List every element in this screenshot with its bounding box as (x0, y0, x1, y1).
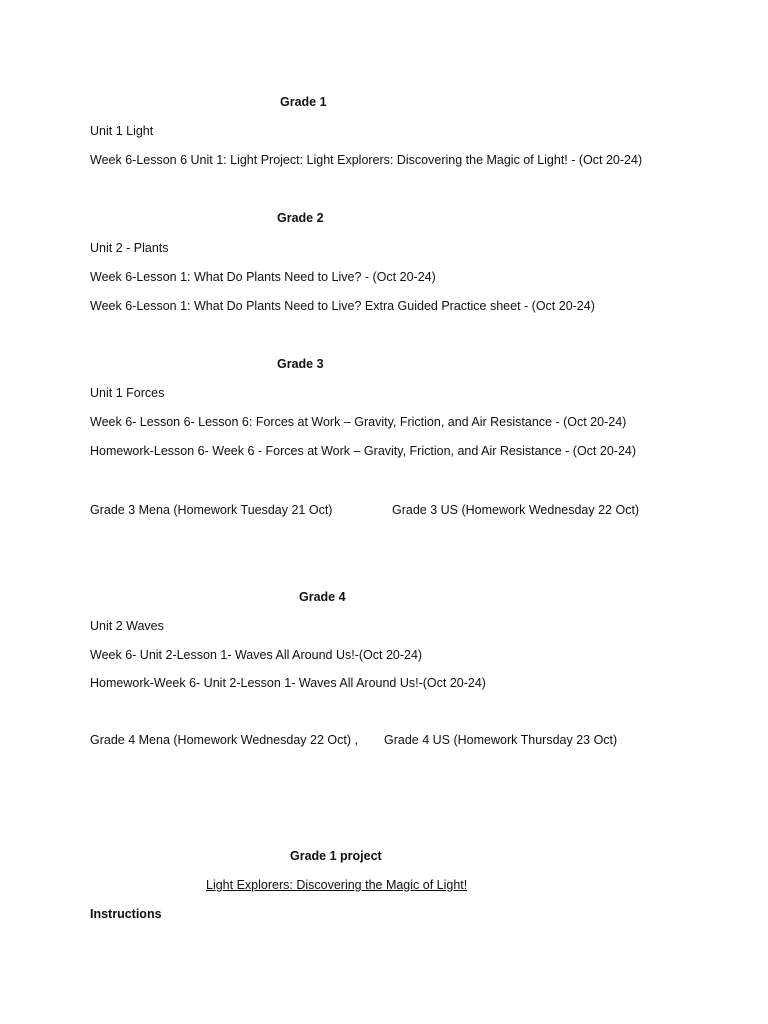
grade1-heading: Grade 1 (280, 95, 327, 109)
grade4-homework-mena: Grade 4 Mena (Homework Wednesday 22 Oct) , (90, 733, 358, 747)
grade1-unit: Unit 1 Light (90, 124, 154, 138)
grade2-heading: Grade 2 (277, 211, 324, 225)
grade4-lesson-line: Week 6- Unit 2-Lesson 1- Waves All Around Us!-(Oct 20-24) (90, 648, 423, 662)
grade3-unit: Unit 1 Forces (90, 386, 165, 400)
grade3-homework-us: Grade 3 US (Homework Wednesday 22 Oct) (392, 503, 640, 517)
project-title: Light Explorers: Discovering the Magic of Light! (206, 878, 468, 892)
grade4-homework-line: Homework-Week 6- Unit 2-Lesson 1- Waves All Around Us!-(Oct 20-24) (90, 676, 486, 690)
grade4-unit: Unit 2 Waves (90, 619, 164, 633)
instructions-label: Instructions (90, 907, 162, 921)
grade3-lesson-line: Week 6- Lesson 6- Lesson 6: Forces at Work – Gravity, Friction, and Air Resistance - (Oct 20-24) (90, 415, 627, 429)
grade2-practice-line: Week 6-Lesson 1: What Do Plants Need to Live? Extra Guided Practice sheet - (Oct 20-24) (90, 299, 595, 313)
grade3-heading: Grade 3 (277, 357, 324, 371)
grade4-heading: Grade 4 (299, 590, 346, 604)
project-heading: Grade 1 project (290, 849, 382, 863)
grade1-lesson-line: Week 6-Lesson 6 Unit 1: Light Project: Light Explorers: Discovering the Magic of Light! - (Oct 20-24) (90, 153, 643, 167)
grade2-unit: Unit 2 - Plants (90, 241, 169, 255)
grade4-homework-us: Grade 4 US (Homework Thursday 23 Oct) (384, 733, 618, 747)
grade2-lesson-line: Week 6-Lesson 1: What Do Plants Need to Live? - (Oct 20-24) (90, 270, 436, 284)
grade3-homework-mena: Grade 3 Mena (Homework Tuesday 21 Oct) (90, 503, 333, 517)
grade3-homework-line: Homework-Lesson 6- Week 6 - Forces at Work – Gravity, Friction, and Air Resistance - (Oct 20-24) (90, 444, 637, 458)
